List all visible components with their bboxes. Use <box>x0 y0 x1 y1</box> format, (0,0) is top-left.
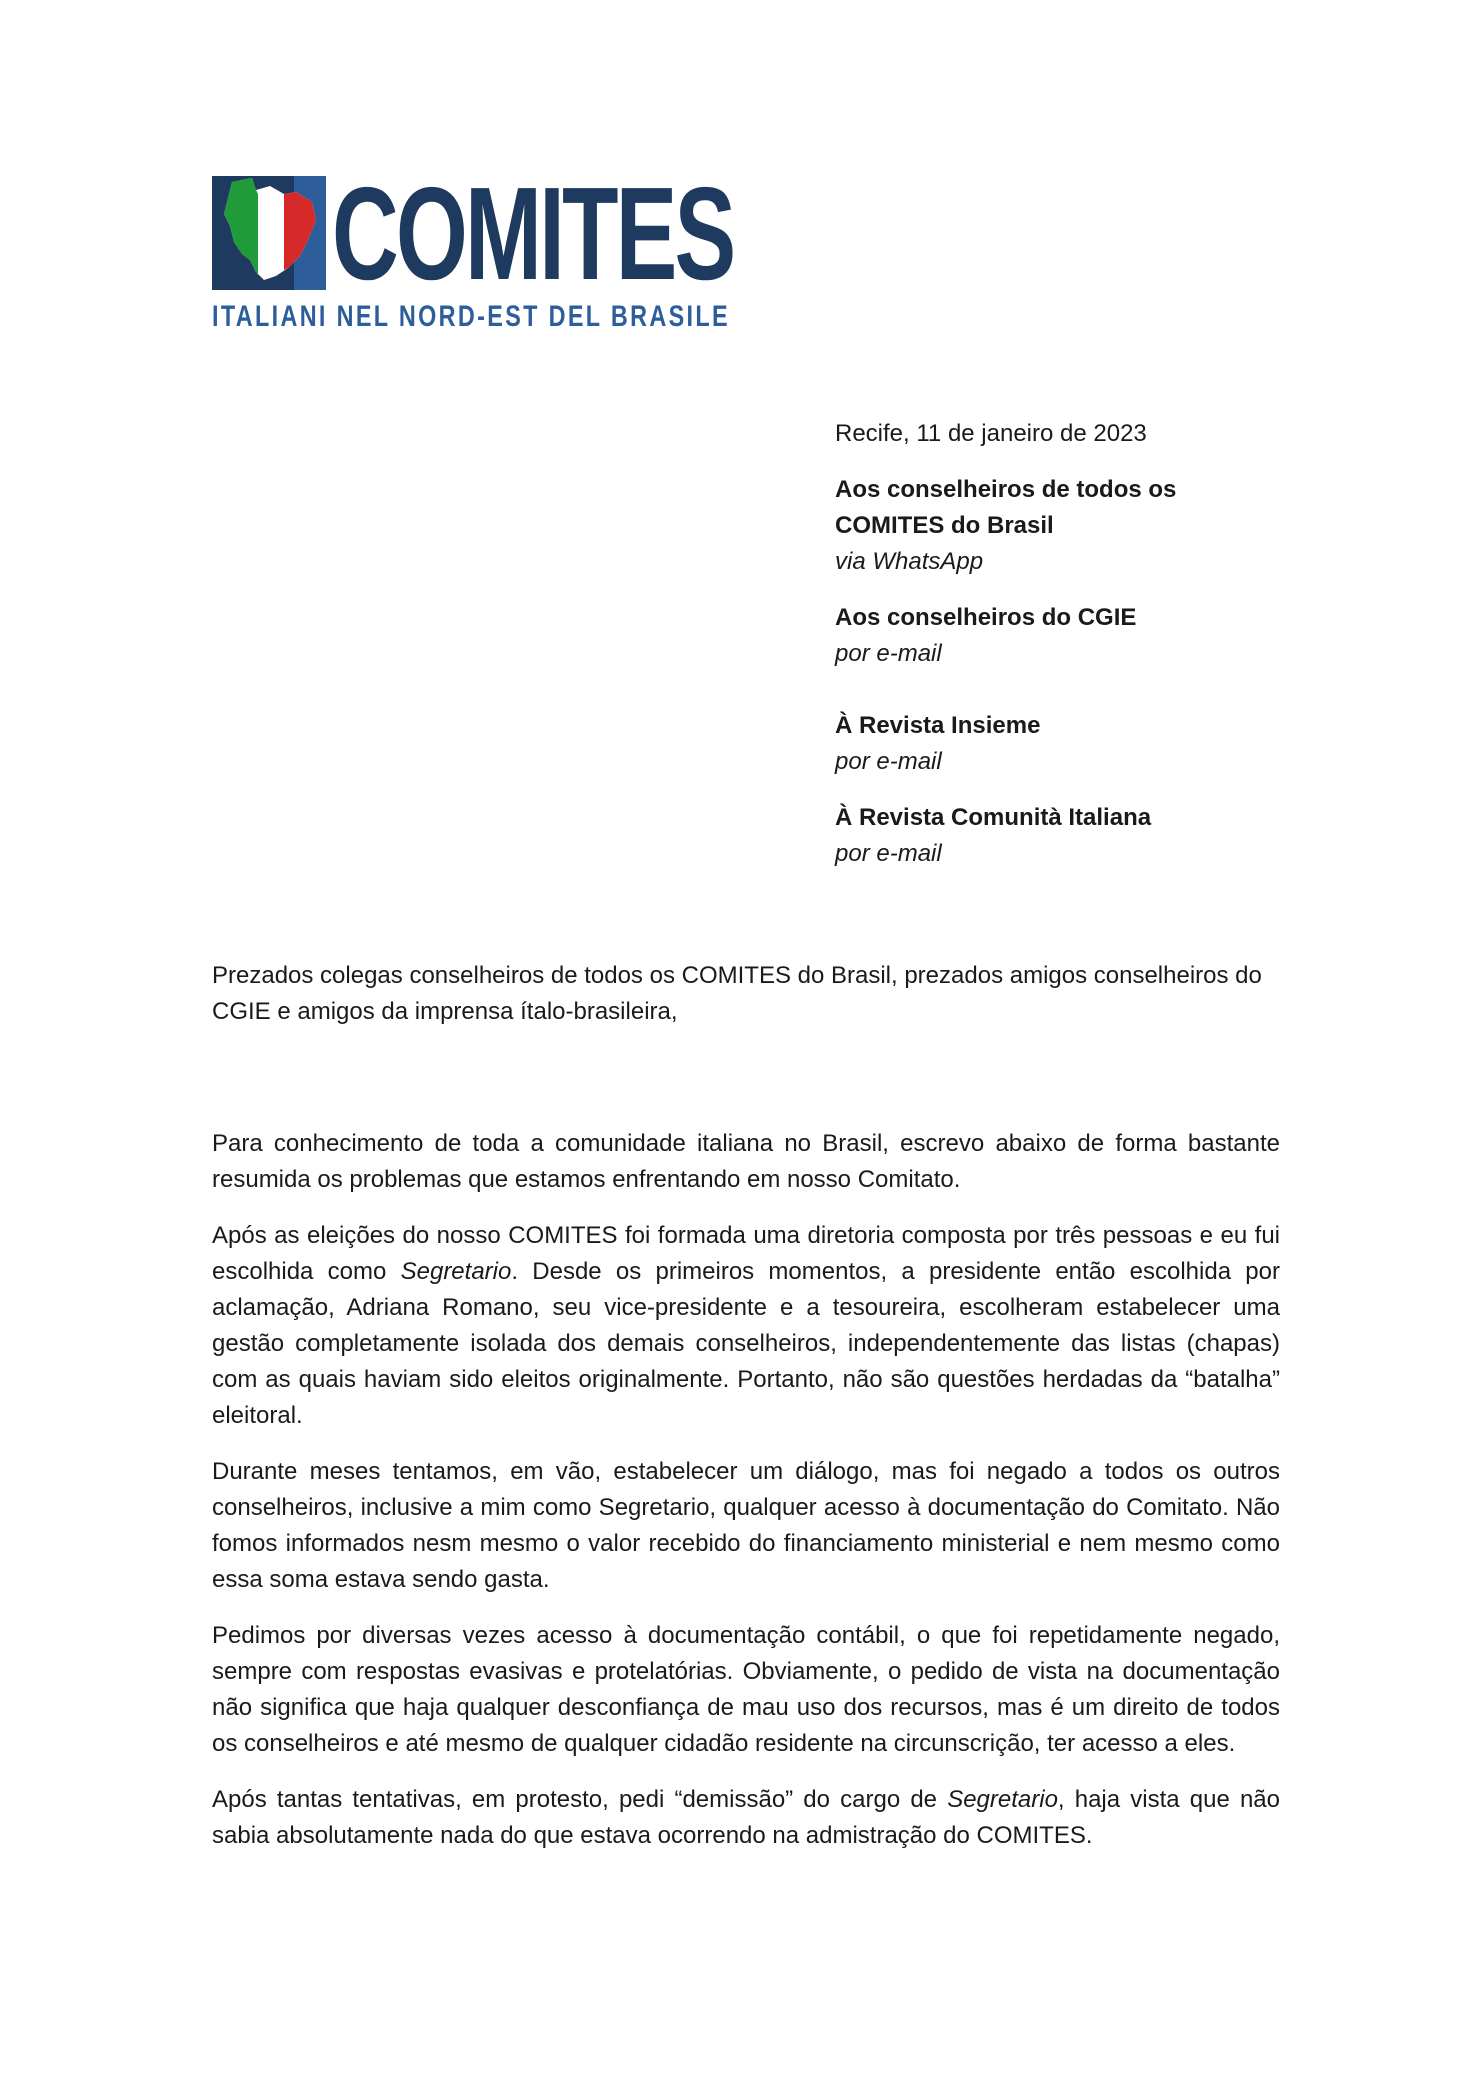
logo-wordmark: COMITES <box>332 160 734 307</box>
recipient-name: Aos conselheiros do CGIE <box>835 604 1137 631</box>
paragraph-5 <box>212 1782 1280 1854</box>
paragraph-2-text-b: . Desde os primeiros momentos, a presidente então escolhida por aclamação, Adriana Romano, seu vice-presidente e a tesoureira, escolheram estabelecer uma gestão completamente isolada dos demais conselheiros, independentemente das listas (chapas) com as quais haviam sido eleitos originalmente. Portanto, não são questões herdadas da “batalha” eleitoral. <box>212 1258 1280 1429</box>
recipient-via: por e-mail <box>835 840 942 867</box>
recipient-via: por e-mail <box>835 748 942 775</box>
recipient-cgie <box>835 600 1295 672</box>
paragraph-5-text-b: , haja vista que não sabia absolutamente nada do que estava ocorrendo na admistração do COMITES. <box>212 1786 1280 1849</box>
paragraph-2-text-a: Após as eleições do nosso COMITES foi formada uma diretoria composta por três pessoas e eu fui escolhida como <box>212 1222 1280 1285</box>
paragraph-2 <box>212 1218 1280 1434</box>
paragraph-3: Durante meses tentamos, em vão, estabelecer um diálogo, mas foi negado a todos os outros conselheiros, inclusive a mim como Segretario, qualquer acesso à documentação do Comitato. Não fomos informados nesm mesmo o valor recebido do financiamento ministerial e nem mesmo como essa soma estava sendo gasta. <box>212 1458 1280 1593</box>
recipient-via: por e-mail <box>835 640 942 667</box>
salutation: Prezados colegas conselheiros de todos os COMITES do Brasil, prezados amigos conselheiros do CGIE e amigos da imprensa ítalo-brasileira, <box>212 962 1262 1025</box>
paragraph-5-text-a: Após tantas tentativas, em protesto, pedi “demissão” do cargo de <box>212 1786 948 1813</box>
comites-logo <box>212 160 734 336</box>
recipient-comunita-italiana <box>835 800 1295 872</box>
logo-tagline: ITALIANI NEL NORD-EST DEL BRASILE <box>212 300 730 333</box>
recipient-name: COMITES do Brasil <box>835 512 1054 539</box>
paragraph-4: Pedimos por diversas vezes acesso à documentação contábil, o que foi repetidamente negado, sempre com respostas evasivas e protelatórias. Obviamente, o pedido de vista na documentação não significa que haja qualquer desconfiança de mau uso dos recursos, mas é um direito de todos os conselheiros e até mesmo de qualquer cidadão residente na circunscrição, ter acesso a eles. <box>212 1622 1280 1757</box>
recipient-comites <box>835 472 1295 580</box>
recipient-name: Aos conselheiros de todos os <box>835 476 1177 503</box>
recipient-insieme <box>835 708 1295 780</box>
date-line: Recife, 11 de janeiro de 2023 <box>835 420 1147 447</box>
address-block <box>835 416 1295 892</box>
comites-emblem-icon <box>212 176 326 290</box>
paragraph-2-emphasis: Segretario <box>400 1258 512 1285</box>
recipient-name: À Revista Insieme <box>835 712 1041 739</box>
paragraph-5-emphasis: Segretario <box>947 1786 1058 1813</box>
letter-body <box>212 958 1280 1874</box>
recipient-via: via WhatsApp <box>835 548 984 575</box>
paragraph-1: Para conhecimento de toda a comunidade italiana no Brasil, escrevo abaixo de forma bastante resumida os problemas que estamos enfrentando em nosso Comitato. <box>212 1130 1280 1193</box>
recipient-name: À Revista Comunità Italiana <box>835 804 1152 831</box>
